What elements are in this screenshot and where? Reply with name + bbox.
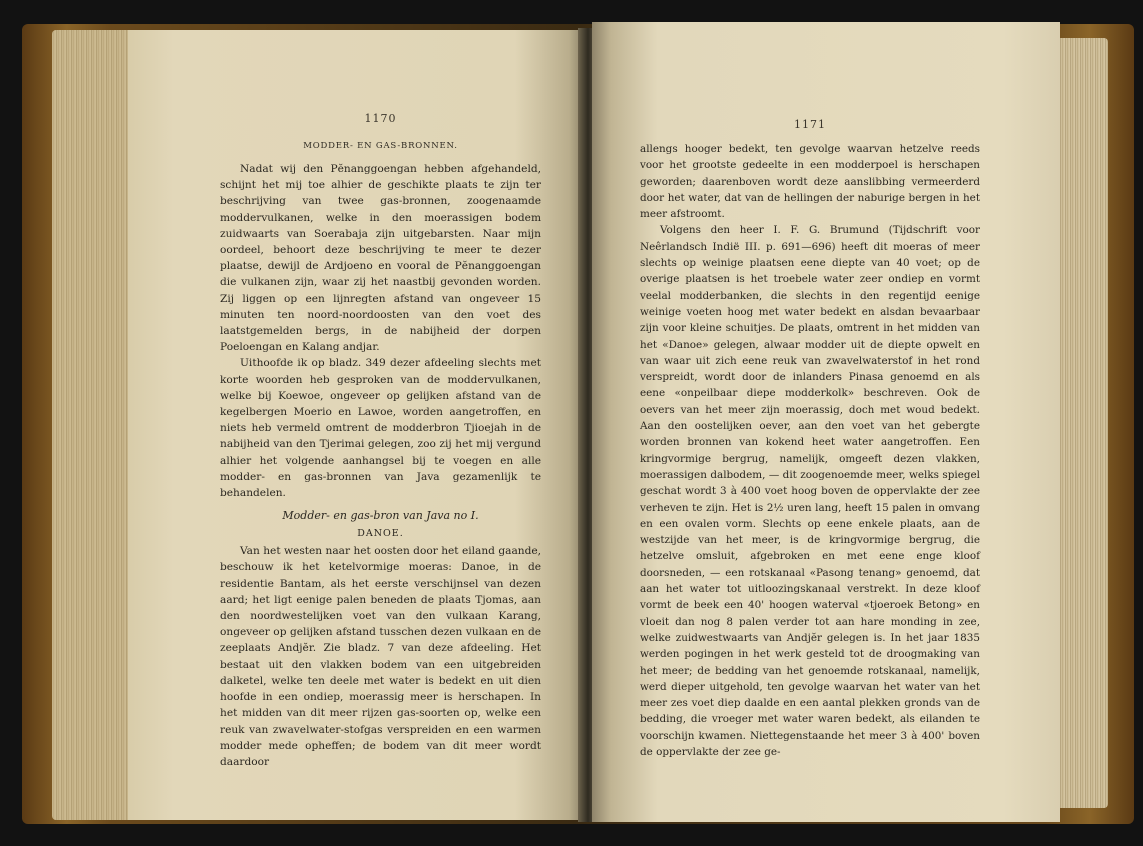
paragraph: Nadat wij den Pĕnanggoengan hebben afgehandeld, schijnt het mij toe alhier de geschikte plaats te zijn ter beschrijving van twee gas-bronnen, zoogenaamde moddervulkanen, welke in den moerassigen bodem zuidwaarts van Soerabaja zijn uitgebarsten. Naar mijn oordeel, behoort deze beschrijving te meer te dezer plaatse, dewijl de Ardjoeno en vooral de Pĕnanggoengan die vulkanen zijn, waar zij het naastbij gevonden worden. Zij liggen op een lijnregten afstand van ongeveer 15 minuten ten noord-noordoosten van den voet des laatstgemelden bergs, in de nabijheid der dorpen Poeloengan en Kalang andjar. xyxy=(220,163,541,354)
paragraph: Uithoofde ik op bladz. 349 dezer afdeeling slechts met korte woorden heb gesproken van de moddervulkanen, welke bij Koewoe, ongeveer op gelijken afstand van de kegelbergen Moerio en Lawoe, worden aangetroffen, en niets heb vermeld omtrent de modderbron Tjioejah in de nabijheid van den Tjerimai gelegen, zoo zij het mij vergund alhier het volgende aanhangsel bij te voegen en alle modder- en gas-bronnen van Java gezamenlijk te behandelen. xyxy=(220,357,541,500)
running-head: MODDER- EN GAS-BRONNEN. xyxy=(303,141,458,151)
right-page xyxy=(592,22,1060,822)
page-edges-left xyxy=(52,30,130,820)
left-page xyxy=(128,30,583,820)
paragraph: Volgens den heer I. F. G. Brumund (Tijdschrift voor Neêrlandsch Indië III. p. 691—696) heeft dit moeras of meer slechts op weinige plaatsen eene diepte van 40 voet; op de overige plaatsen is het troebele water zeer ondiep en vormt veelal modderbanken, die slechts in den regentijd eenige weinige voeten hoog met water bedekt en alsdan bevaarbaar zijn voor kleine schuitjes. De plaats, omtrent in het midden van het «Danoe» gelegen, alwaar modder uit de diepte opwelt en van waar uit zich eene reuk van zwavelwaterstof in het rond verspreidt, wordt door de inlanders Pinasa genoemd en als eene «onpeilbaar diepe modderkolk» beschreven. Ook de oevers van het meer zijn moerassig, doch met woud bedekt. Aan den oostelijken oever, aan den voet van het gebergte worden bronnen van kokend heet water aangetroffen. Een kringvormige bergrug, namelijk, omgeeft dezen vlakken, moerassigen dalbodem, — dit zoogenoemde meer, welks spiegel geschat wordt 3 à 400 voet hoog boven de oppervlakte der zee verheven te zijn. Het is 2½ uren lang, heeft 15 palen in omvang en een ovalen vorm. Slechts op eene enkele plaats, aan de westzijde van het meer, is de kringvormige bergrug, die hetzelve omsluit, afgebroken en met eene enge kloof doorsneden, — een rotskanaal «Pasong tenang» genoemd, dat aan het water tot uitloozingskanaal verstrekt. In deze kloof vormt de beek een 40' hoogen waterval «tjoeroek Betong» en vloeit dan nog 8 palen verder tot aan hare monding in zee, welke zuidwestwaarts van Andjĕr gelegen is. In het jaar 1835 werden pogingen in het werk gesteld tot de droogmaking van het meer; de bedding van het genoemde rotskanaal, namelijk, werd dieper uitgehold, ten gevolge waarvan het water van het meer zes voet diep daalde en een aantal plekken gronds van de bedding, die vroeger met water waren bedekt, als eilanden te voorschijn kwamen. Niettegenstaande het meer 3 à 400' boven de oppervlakte der zee ge- xyxy=(640,224,980,758)
page-number-right: 1171 xyxy=(794,118,826,131)
section-title: DANOE. xyxy=(357,528,404,540)
page-edges-right xyxy=(1056,38,1108,808)
paragraph: allengs hooger bedekt, ten gevolge waarvan hetzelve reeds voor het grootste gedeelte in een modderpoel is herschapen geworden; daarenboven wordt deze aanslibbing vermeerderd door het water, dat van de hellingen der naburige bergen in het meer afstroomt. xyxy=(640,143,980,221)
paragraph: Van het westen naar het oosten door het eiland gaande, beschouw ik het ketelvormige moeras: Danoe, in de residentie Bantam, als het eerste verschijnsel van dezen aard; het ligt eenige palen beneden de plaats Tjomas, aan den noordwestelijken voet van den vulkaan Karang, ongeveer op gelijken afstand tusschen dezen vulkaan en de zeeplaats Andjĕr. Zie bladz. 7 van deze afdeeling. Het bestaat uit den vlakken bodem van een uitgebreiden dalketel, welke ten deele met water is bedekt en uit dien hoofde in een ondiep, moerassig meer is herschapen. In het midden van dit meer rijzen gas-soorten op, welke een reuk van zwavelwater-stofgas verspreiden en een warmen modder mede opheffen; de bodem van dit meer wordt daardoor xyxy=(220,545,541,768)
page-number-left: 1170 xyxy=(364,112,397,125)
subheading: Modder- en gas-bron van Java no I. xyxy=(282,509,479,523)
